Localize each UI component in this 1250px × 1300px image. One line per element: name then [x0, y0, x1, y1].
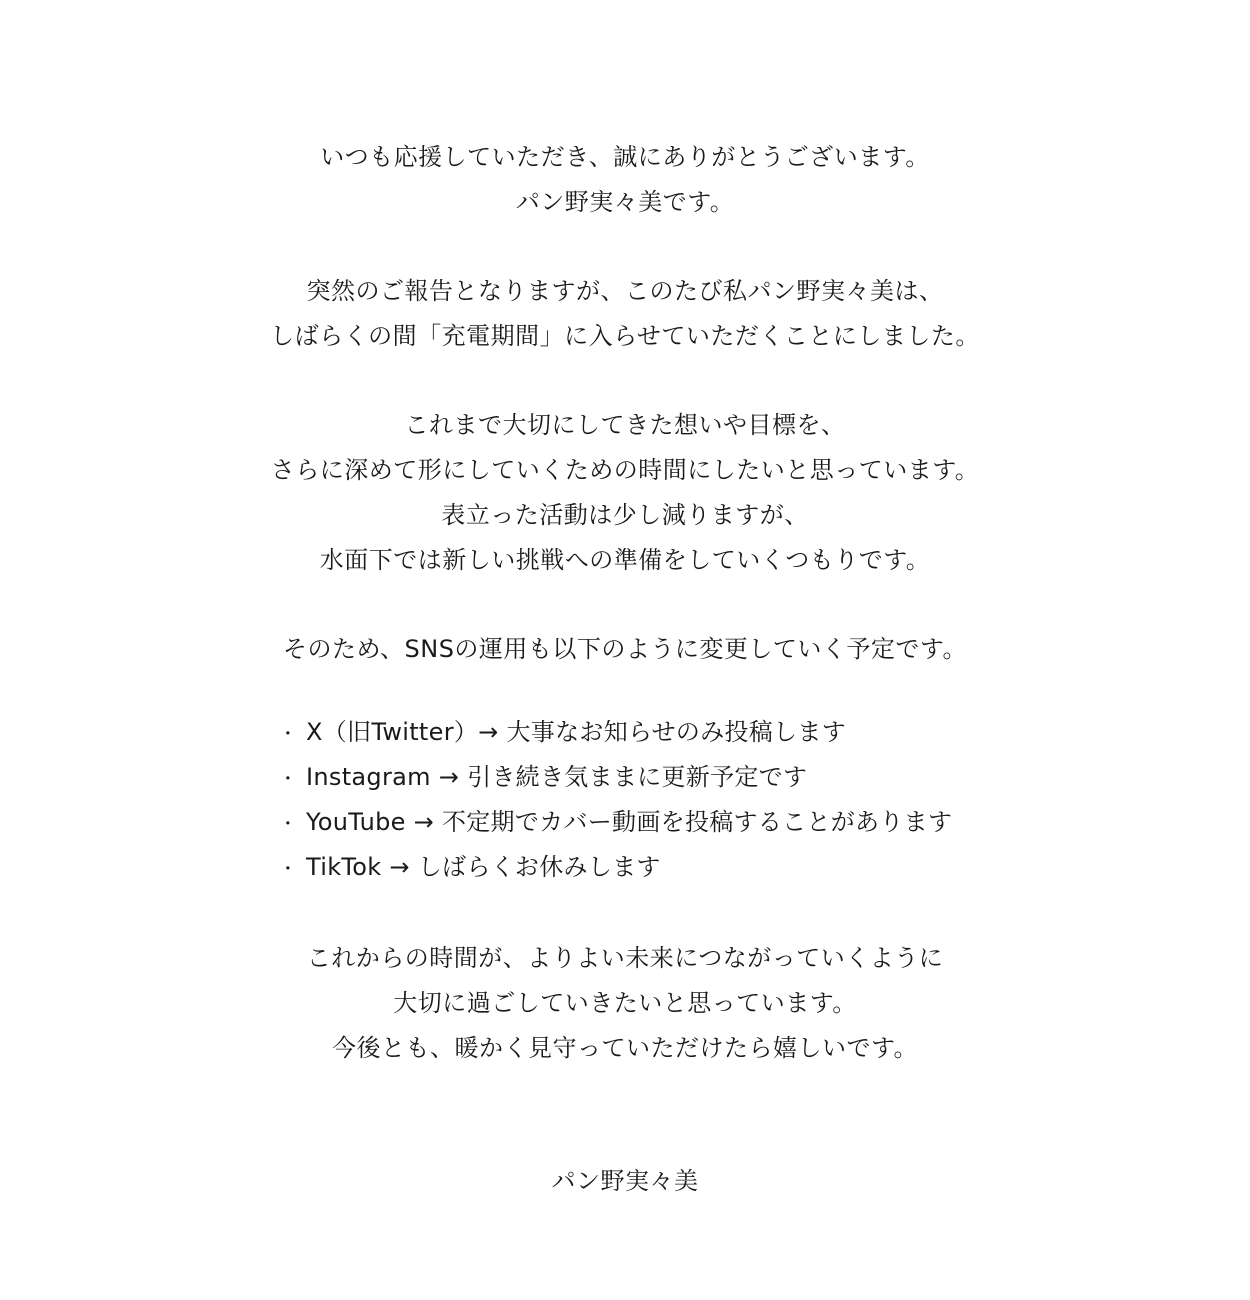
reason-line: 水面下では新しい挑戦への準備をしていくつもりです。 [319, 546, 931, 574]
list-item-text: Instagram → 引き続き気ままに更新予定です [306, 763, 808, 791]
announcement-line: しばらくの間「充電期間」に入らせていただくことにしました。 [270, 322, 980, 350]
bullet-icon: ・ [278, 724, 298, 745]
reason-line: さらに深めて形にしていくための時間にしたいと思っています。 [270, 456, 980, 484]
closing-line: 今後とも、暖かく見守っていただけたら嬉しいです。 [331, 1034, 919, 1062]
sns-intro-paragraph [0, 627, 1250, 672]
reason-line: これまで大切にしてきた想いや目標を、 [404, 411, 846, 439]
list-item-text: TikTok → しばらくお休みします [306, 853, 661, 881]
reason-paragraph [0, 403, 1250, 583]
list-item-text: YouTube → 不定期でカバー動画を投稿することがあります [306, 808, 953, 836]
closing-paragraph [0, 936, 1250, 1071]
bullet-icon: ・ [278, 814, 298, 835]
reason-line: 表立った活動は少し減りますが、 [441, 501, 809, 529]
sns-intro-line: そのため、SNSの運用も以下のように変更していく予定です。 [282, 635, 968, 663]
list-item [270, 845, 1030, 890]
sns-list [270, 710, 1030, 890]
bullet-icon: ・ [278, 859, 298, 880]
bullet-icon: ・ [278, 769, 298, 790]
signature [0, 1159, 1250, 1204]
signature-name: パン野実々美 [551, 1167, 699, 1195]
greeting-line: いつも応援していただき、誠にありがとうございます。 [320, 143, 930, 171]
list-item [270, 755, 1030, 800]
list-item [270, 710, 1030, 755]
list-item [270, 800, 1030, 845]
greeting-paragraph [0, 135, 1250, 225]
announcement-line: 突然のご報告となりますが、このたび私パン野実々美は、 [306, 277, 944, 305]
greeting-line: パン野実々美です。 [515, 188, 735, 216]
announcement-paragraph [0, 269, 1250, 359]
list-item-text: X（旧Twitter）→ 大事なお知らせのみ投稿します [306, 718, 846, 746]
closing-line: 大切に過ごしていきたいと思っています。 [393, 989, 857, 1017]
closing-line: これからの時間が、よりよい未来につながっていくように [306, 944, 944, 972]
